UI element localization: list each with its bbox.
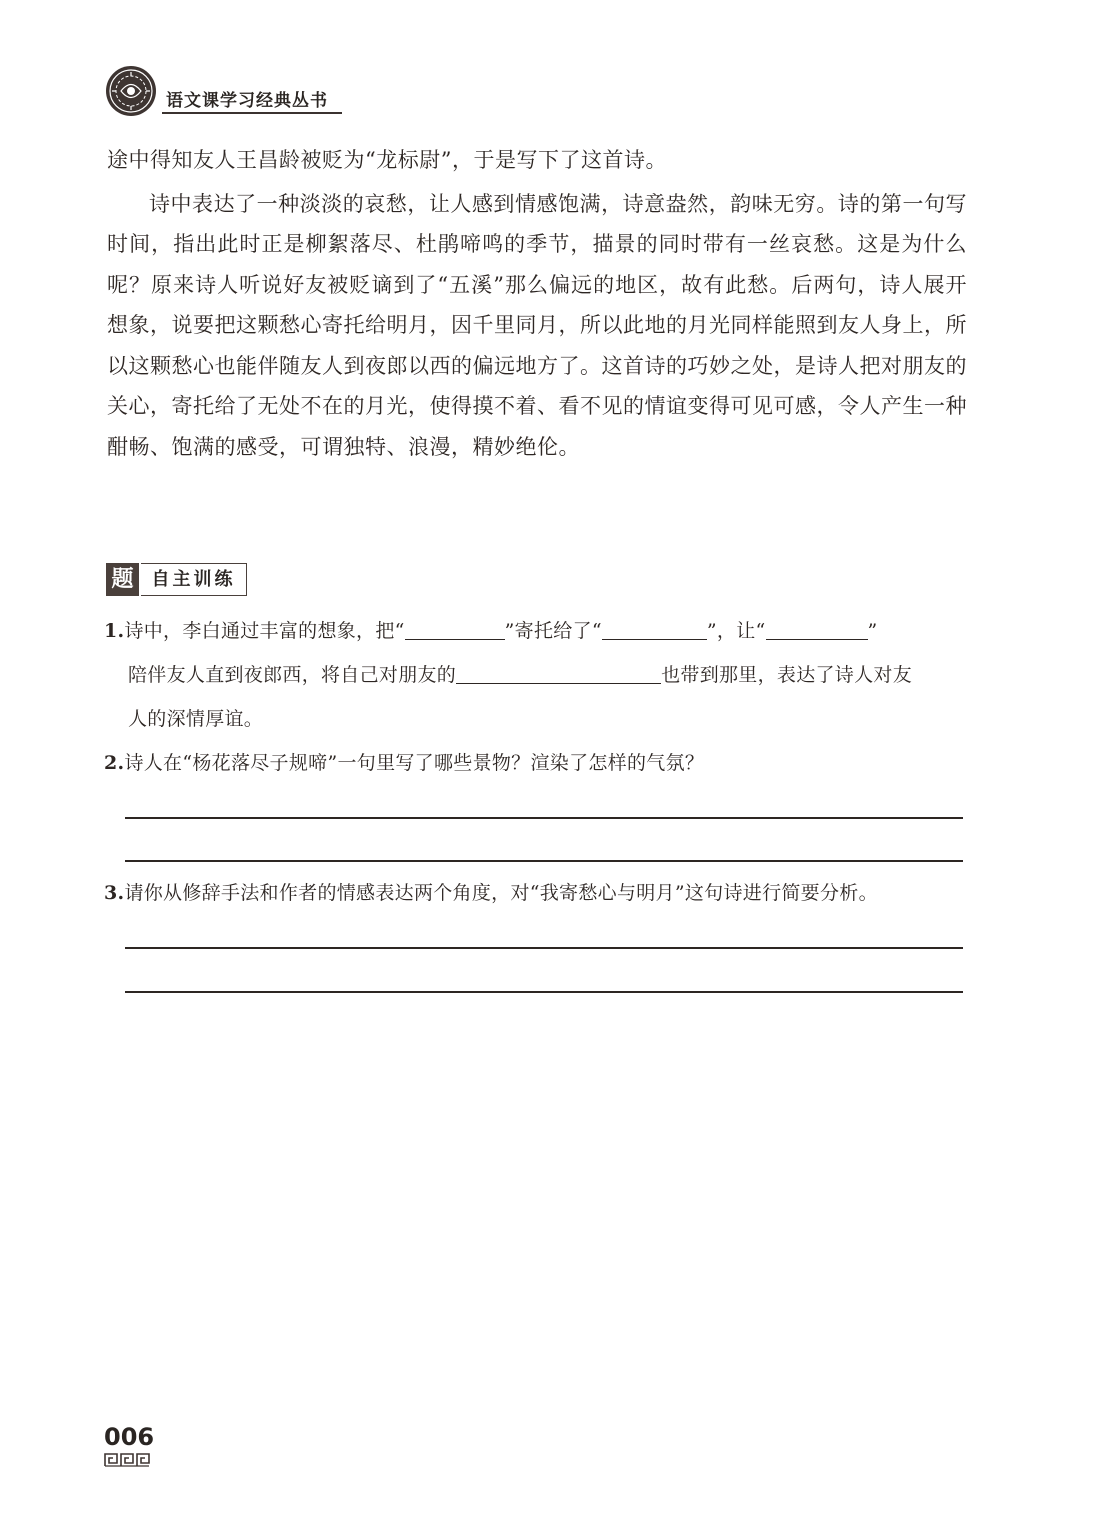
commentary-text [107, 140, 967, 467]
fill-blank-4[interactable] [456, 664, 661, 684]
question-2 [104, 741, 704, 785]
fill-blank-1[interactable] [405, 620, 505, 640]
question-text: 诗人在“杨花落尽子规啼”一句里写了哪些景物？渲染了怎样的气氛？ [124, 752, 705, 774]
question-text: 陪伴友人直到夜郎西，将自己对朋友的 [128, 664, 457, 686]
question-text: 诗中，李白通过丰富的想象，把“ [124, 620, 405, 642]
question-1-line-2 [128, 653, 912, 697]
question-text: 请你从修辞手法和作者的情感表达两个角度，对“我寄愁心与明月”这句诗进行简要分析。 [124, 882, 878, 904]
question-text: ”，让“ [706, 620, 766, 642]
exercise-icon: 题 [106, 563, 139, 596]
answer-line[interactable] [125, 991, 963, 993]
question-1-line-3: 人的深情厚谊。 [128, 708, 264, 730]
series-title: 语文课学习经典丛书 [166, 91, 328, 111]
question-text: ” [867, 620, 878, 642]
fill-blank-2[interactable] [602, 620, 707, 640]
answer-line[interactable] [125, 947, 963, 949]
paragraph-1: 途中得知友人王昌龄被贬为“龙标尉”，于是写下了这首诗。 [107, 148, 667, 172]
page-header [104, 64, 344, 124]
question-text: ”寄托给了“ [504, 620, 602, 642]
series-seal-logo [104, 64, 158, 118]
question-number: 3. [104, 882, 125, 904]
answer-line[interactable] [125, 817, 963, 819]
question-text: 也带到那里，表达了诗人对友 [661, 664, 913, 686]
fret-pattern-ornament [104, 1453, 150, 1467]
paragraph-2: 诗中表达了一种淡淡的哀愁，让人感到情感饱满，诗意盎然，韵味无穷。诗的第一句写时间，指出此时正是柳絮落尽、杜鹃啼鸣的季节，描景的同时带有一丝哀愁。这是为什么呢？原来诗人听说好友被贬谪到了“五溪”那么偏远的地区，故有此愁。后两句，诗人展开想象，说要把这颗愁心寄托给明月，因千里同月，所以此地的月光同样能照到友人身上，所以这颗愁心也能伴随友人到夜郎以西的偏远地方了。这首诗的巧妙之处，是诗人把对朋友的关心，寄托给了无处不在的月光，使得摸不着、看不见的情谊变得可见可感，令人产生一种酣畅、饱满的感受，可谓独特、浪漫，精妙绝伦。 [107, 191, 967, 459]
page-number: 006 [104, 1423, 155, 1451]
question-number: 1. [104, 620, 125, 642]
header-rule [162, 112, 342, 114]
question-1 [104, 609, 878, 653]
fill-blank-3[interactable] [766, 620, 868, 640]
answer-line[interactable] [125, 860, 963, 862]
question-3 [104, 871, 878, 915]
question-number: 2. [104, 752, 125, 774]
section-label: 自主训练 [141, 563, 247, 596]
